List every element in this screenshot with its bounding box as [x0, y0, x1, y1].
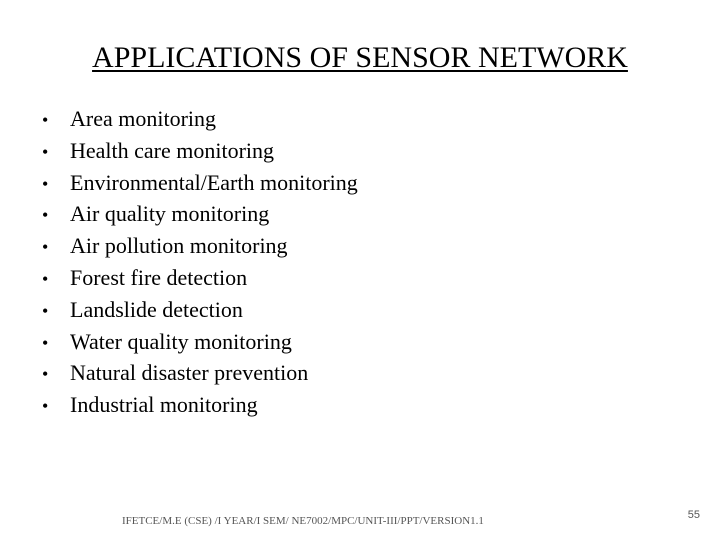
- list-item: [42, 326, 358, 358]
- bullet-icon: •: [42, 237, 49, 258]
- list-item: [42, 103, 358, 135]
- bullet-icon: •: [42, 110, 49, 130]
- list-item: [42, 167, 358, 199]
- bullet-icon: •: [42, 300, 49, 321]
- slide-footer: IFETCE/M.E (CSE) /I YEAR/I SEM/ NE7002/MPC/UNIT-III/PPT/VERSION1.1: [122, 515, 484, 527]
- list-item: [42, 135, 358, 167]
- bullet-icon: •: [42, 205, 49, 226]
- list-item-label: Water quality monitoring: [70, 328, 292, 354]
- list-item-label: Air pollution monitoring: [70, 233, 288, 259]
- bullet-icon: •: [42, 268, 49, 289]
- list-item-label: Landslide detection: [70, 296, 243, 322]
- list-item-label: Forest fire detection: [70, 264, 248, 290]
- bullet-list: [42, 103, 358, 421]
- list-item-label: Environmental/Earth monitoring: [70, 169, 358, 195]
- list-item-label: Air quality monitoring: [70, 201, 270, 227]
- bullet-icon: •: [42, 332, 49, 353]
- list-item: [42, 389, 358, 421]
- list-item: [42, 230, 358, 262]
- page-number: 55: [687, 509, 700, 521]
- list-item: [42, 262, 358, 294]
- list-item-label: Health care monitoring: [70, 137, 275, 163]
- list-item: [42, 198, 358, 230]
- list-item-label: Natural disaster prevention: [70, 360, 309, 386]
- bullet-icon: •: [42, 364, 49, 385]
- list-item-label: Industrial monitoring: [70, 392, 258, 418]
- list-item: [42, 357, 358, 389]
- bullet-icon: •: [42, 141, 49, 162]
- list-item-label: Area monitoring: [70, 106, 217, 131]
- bullet-icon: •: [42, 396, 49, 417]
- bullet-icon: •: [42, 173, 49, 194]
- slide-title: APPLICATIONS OF SENSOR NETWORK: [92, 41, 628, 74]
- list-item: [42, 294, 358, 326]
